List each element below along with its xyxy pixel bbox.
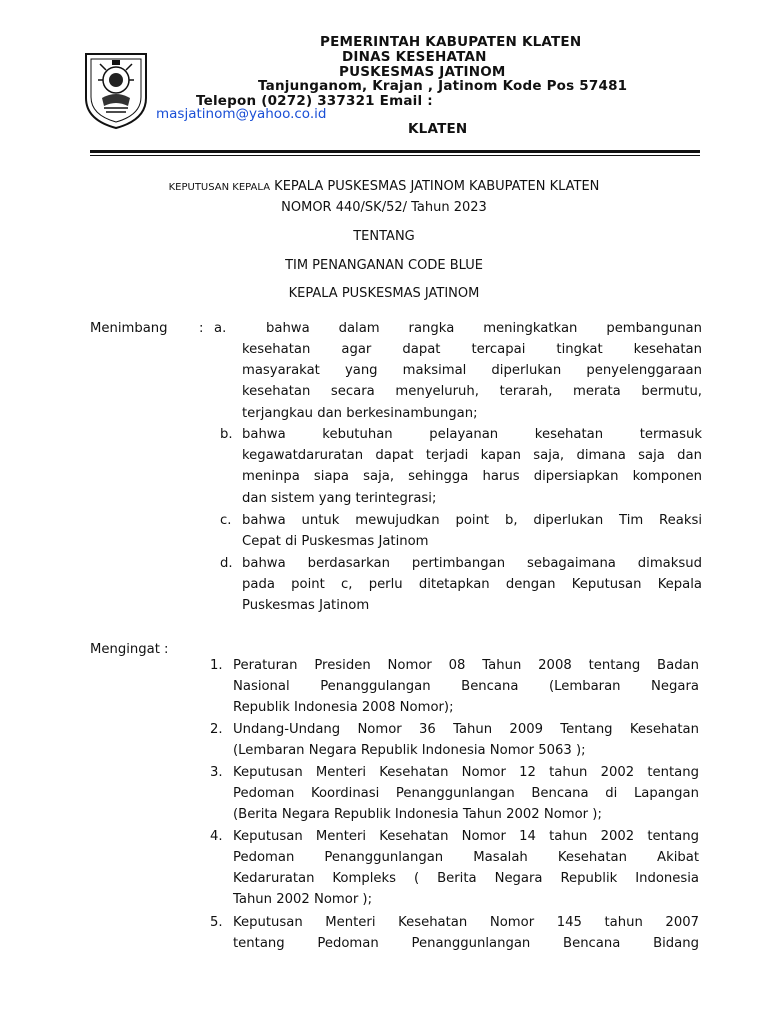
- menimbang-item-line: bahwa berdasarkan pertimbangan sebagaimana dimaksud: [242, 556, 702, 571]
- decision-number: NOMOR 440/SK/52/ Tahun 2023: [281, 200, 487, 215]
- mengingat-item-line: Keputusan Menteri Kesehatan Nomor 12 tahun 2002 tentang: [233, 765, 699, 780]
- decision-title-main: KEPALA PUSKESMAS JATINOM KABUPATEN KLATEN: [274, 179, 600, 194]
- decision-subject: TIM PENANGANAN CODE BLUE: [285, 258, 483, 273]
- letterhead-agency: DINAS KESEHATAN: [342, 49, 487, 65]
- decision-title: [0, 179, 768, 194]
- menimbang-item-line: Cepat di Puskesmas Jatinom: [242, 534, 429, 549]
- letterhead-rule-thin: [90, 155, 700, 156]
- mengingat-item-line: Nasional Penanggulangan Bencana (Lembaran Negara: [233, 679, 699, 694]
- letterhead-government: PEMERINTAH KABUPATEN KLATEN: [320, 34, 582, 50]
- letterhead-rule-thick: [90, 150, 700, 153]
- menimbang-item-line: masyarakat yang maksimal diperlukan penyelenggaraan: [242, 363, 702, 378]
- decision-issuer: KEPALA PUSKESMAS JATINOM: [288, 286, 480, 301]
- mengingat-item-number: 4.: [210, 829, 223, 844]
- mengingat-item-line: Undang-Undang Nomor 36 Tahun 2009 Tentang Kesehatan: [233, 722, 699, 737]
- letterhead-email-link[interactable]: masjatinom@yahoo.co.id: [156, 106, 327, 122]
- menimbang-item-letter: d.: [220, 556, 233, 571]
- mengingat-item-line: Kedaruratan Kompleks ( Berita Negara Republik Indonesia: [233, 871, 699, 886]
- menimbang-item-line: bahwa dalam rangka meningkatkan pembangunan: [266, 321, 702, 336]
- letterhead-phone: Telepon (0272) 337321 Email :: [196, 93, 433, 109]
- menimbang-item-line: meninpa siapa saja, sehingga harus dipersiapkan komponen: [242, 469, 702, 484]
- regency-seal-logo: [80, 50, 152, 130]
- menimbang-item-line: Puskesmas Jatinom: [242, 598, 370, 613]
- menimbang-item-line: kesehatan agar dapat tercapai tingkat kesehatan: [242, 342, 702, 357]
- menimbang-item-line: dan sistem yang terintegrasi;: [242, 491, 437, 506]
- mengingat-item-number: 3.: [210, 765, 223, 780]
- mengingat-item-line: Tahun 2002 Nomor );: [233, 892, 373, 907]
- decision-about: TENTANG: [353, 229, 415, 244]
- menimbang-item-line: kegawatdaruratan dapat terjadi kapan saja, dimana saja dan: [242, 448, 702, 463]
- mengingat-label: Mengingat :: [90, 642, 169, 657]
- menimbang-item-line: bahwa untuk mewujudkan point b, diperlukan Tim Reaksi: [242, 513, 702, 528]
- menimbang-item-letter: c.: [220, 513, 232, 528]
- menimbang-item-line: pada point c, perlu ditetapkan dengan Keputusan Kepala: [242, 577, 702, 592]
- mengingat-item-line: Pedoman Penanggunlangan Masalah Kesehatan Akibat: [233, 850, 699, 865]
- decision-prefix: KEPUTUSAN KEPALA: [168, 182, 271, 193]
- mengingat-item-line: Keputusan Menteri Kesehatan Nomor 145 tahun 2007: [233, 915, 699, 930]
- menimbang-label: Menimbang: [90, 321, 168, 336]
- letterhead-address: Tanjunganom, Krajan , Jatinom Kode Pos 57481: [258, 78, 628, 94]
- mengingat-item-line: Pedoman Koordinasi Penanggunlangan Bencana di Lapangan: [233, 786, 699, 801]
- mengingat-item-number: 2.: [210, 722, 223, 737]
- menimbang-item-line: bahwa kebutuhan pelayanan kesehatan termasuk: [242, 427, 702, 442]
- mengingat-item-line: tentang Pedoman Penanggunlangan Bencana Bidang: [233, 936, 699, 951]
- mengingat-item-line: Republik Indonesia 2008 Nomor);: [233, 700, 454, 715]
- menimbang-item-line: kesehatan secara menyeluruh, terarah, merata bermutu,: [242, 384, 702, 399]
- menimbang-colon: :: [199, 321, 204, 336]
- mengingat-item-number: 5.: [210, 915, 223, 930]
- mengingat-item-line: (Lembaran Negara Republik Indonesia Nomor 5063 );: [233, 743, 586, 758]
- menimbang-item-letter: a.: [214, 321, 227, 336]
- mengingat-item-number: 1.: [210, 658, 223, 673]
- menimbang-item-line: terjangkau dan berkesinambungan;: [242, 406, 478, 421]
- mengingat-item-line: (Berita Negara Republik Indonesia Tahun 2002 Nomor );: [233, 807, 602, 822]
- letterhead-city: KLATEN: [408, 121, 468, 137]
- letterhead-institution: PUSKESMAS JATINOM: [339, 64, 506, 80]
- mengingat-item-line: Peraturan Presiden Nomor 08 Tahun 2008 tentang Badan: [233, 658, 699, 673]
- menimbang-item-letter: b.: [220, 427, 233, 442]
- mengingat-item-line: Keputusan Menteri Kesehatan Nomor 14 tahun 2002 tentang: [233, 829, 699, 844]
